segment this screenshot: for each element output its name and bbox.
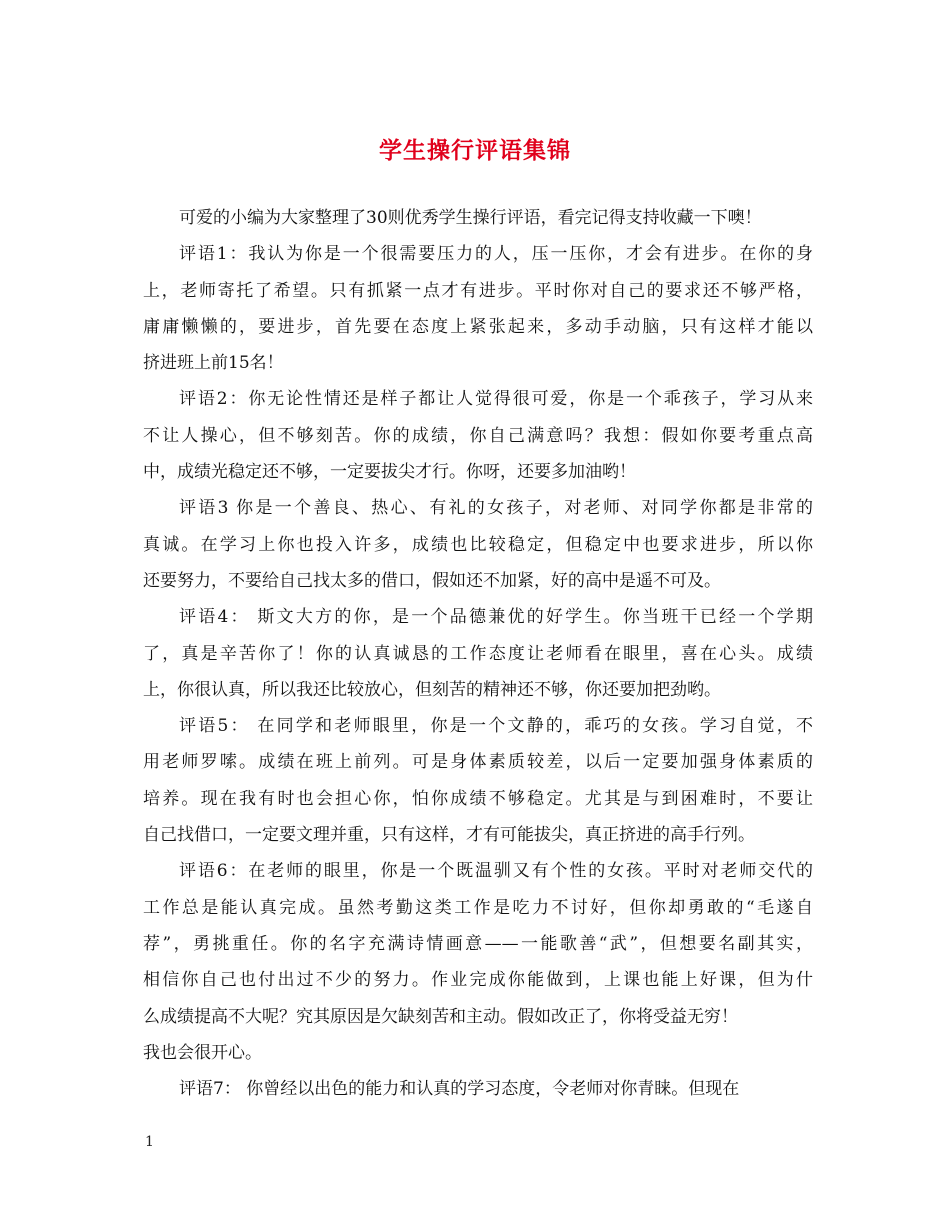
paragraph-line: 评语4： 斯文大方的你，是一个品德兼优的好学生。你当班干已经一个学期 <box>179 607 813 628</box>
paragraph-line: 荐”，勇挑重任。你的名字充满诗情画意——一能歌善“武”，但想要名副其实， <box>143 933 813 954</box>
paragraph-line: 评语6：在老师的眼里，你是一个既温驯又有个性的女孩。平时对老师交代的 <box>179 861 813 882</box>
paragraph-line: 么成绩提高不大呢？究其原因是欠缺刻苦和主动。假如改正了，你将受益无穷！ <box>143 1006 738 1027</box>
page-number: 1 <box>145 1134 154 1150</box>
paragraph-line: 可爱的小编为大家整理了30则优秀学生操行评语，看完记得支持收藏一下噢！ <box>179 208 762 228</box>
paragraph-line: 我也会很开心。 <box>143 1042 262 1063</box>
paragraph-line: 评语3 你是一个善良、热心、有礼的女孩子，对老师、对同学你都是非常的 <box>179 498 813 519</box>
paragraph-line: 自己找借口，一定要文理并重，只有这样，才有可能拔尖，真正挤进的高手行列。 <box>143 825 755 846</box>
paragraph-line: 工作总是能认真完成。虽然考勤这类工作是吃力不讨好，但你却勇敢的“毛遂自 <box>143 897 813 918</box>
paragraph-line: 培养。现在我有时也会担心你，怕你成绩不够稳定。尤其是与到困难时，不要让 <box>143 788 813 809</box>
paragraph-line: 相信你自己也付出过不少的努力。作业完成你能做到，上课也能上好课，但为什 <box>143 970 813 991</box>
paragraph-line: 庸庸懒懒的，要进步，首先要在态度上紧张起来，多动手动脑，只有这样才能以 <box>143 316 813 337</box>
paragraph-line: 真诚。在学习上你也投入许多，成绩也比较稳定，但稳定中也要求进步，所以你 <box>143 534 813 555</box>
paragraph-line: 了，真是辛苦你了！你的认真诚恳的工作态度让老师看在眼里，喜在心头。成绩 <box>143 643 813 664</box>
document-body <box>143 200 813 1107</box>
paragraph-line: 上，你很认真，所以我还比较放心，但刻苦的精神还不够，你还要加把劲哟。 <box>143 679 721 700</box>
page-title: 学生操行评语集锦 <box>379 137 571 164</box>
paragraph-line: 还要努力，不要给自己找太多的借口，假如还不加紧，好的高中是遥不可及。 <box>143 570 721 591</box>
paragraph-line: 不让人操心，但不够刻苦。你的成绩，你自己满意吗？我想：假如你要考重点高 <box>143 425 813 446</box>
paragraph-line: 评语1：我认为你是一个很需要压力的人，压一压你，才会有进步。在你的身 <box>179 244 813 265</box>
paragraph-line: 中，成绩光稳定还不够，一定要拔尖才行。你呀，还要多加油哟！ <box>143 462 636 483</box>
paragraph-line: 评语7： 你曾经以出色的能力和认真的学习态度，令老师对你青睐。但现在 <box>179 1079 740 1100</box>
paragraph-line: 用老师罗嗦。成绩在班上前列。可是身体素质较差，以后一定要加强身体素质的 <box>143 752 813 773</box>
paragraph-line: 评语2：你无论性情还是样子都让人觉得很可爱，你是一个乖孩子，学习从来 <box>179 389 813 410</box>
paragraph-line: 上，老师寄托了希望。只有抓紧一点才有进步。平时你对自己的要求还不够严格， <box>143 280 813 301</box>
paragraph-line: 挤进班上前15名！ <box>143 353 284 374</box>
paragraph-line: 评语5： 在同学和老师眼里，你是一个文静的，乖巧的女孩。学习自觉，不 <box>179 716 813 737</box>
